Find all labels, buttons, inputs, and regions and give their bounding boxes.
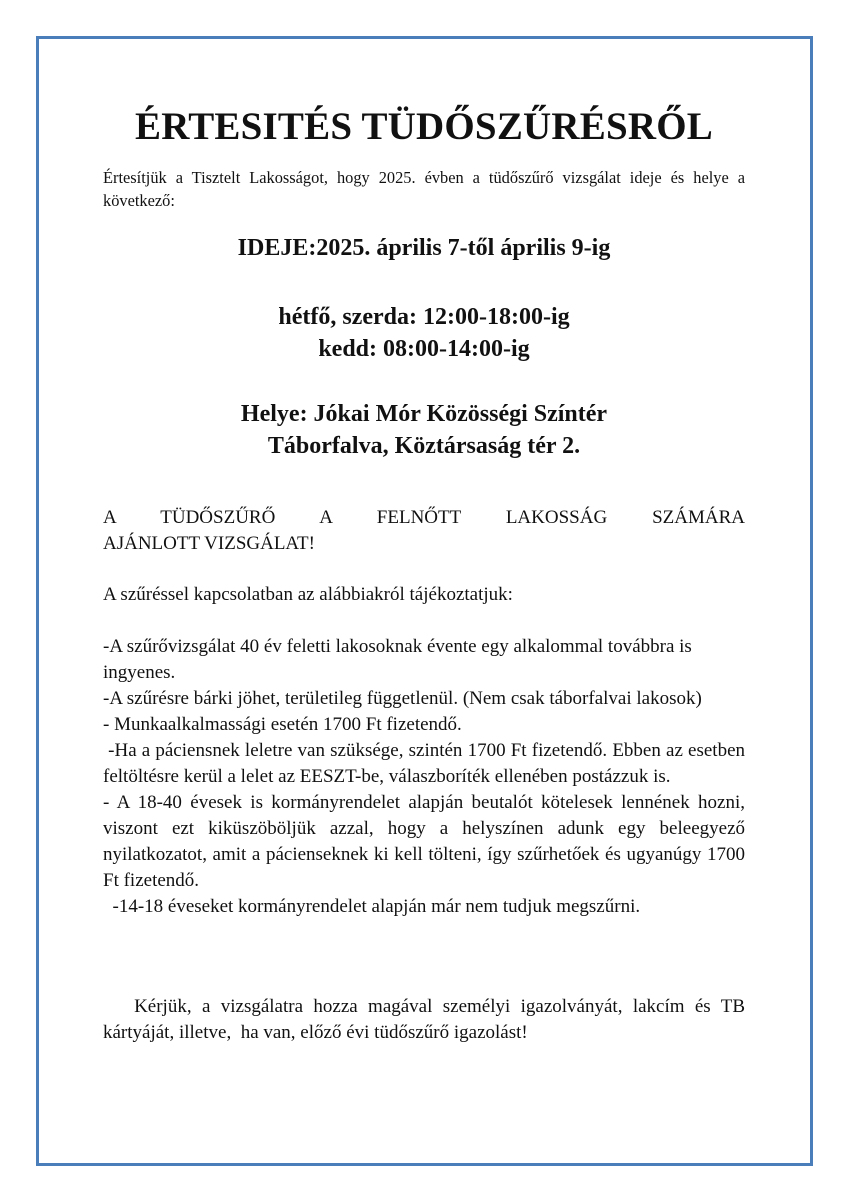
recommendation-line-1: A TÜDŐSZŰRŐ A FELNŐTT LAKOSSÁG SZÁMÁRA (103, 507, 745, 528)
list-item: -A szűrővizsgálat 40 év feletti lakosoknak évente egy alkalommal továbbra is ingyenes. (103, 636, 692, 683)
list-item: -14-18 éveseket kormányrendelet alapján már nem tudjuk megszűrni. (103, 896, 641, 917)
list-item: -A szűrésre bárki jöhet, területileg függetlenül. (Nem csak táborfalvai lakosok) (103, 688, 702, 709)
info-lead-in: A szűréssel kapcsolatban az alábbiakról tájékoztatjuk: (103, 584, 513, 605)
closing-paragraph: Kérjük, a vizsgálatra hozza magával személyi igazolványát, lakcím és TB kártyáját, illetve, ha van, előző évi tüdőszűrő igazolást! (103, 996, 750, 1043)
info-list (103, 634, 750, 920)
location-address: Táborfalva, Köztársaság tér 2. (267, 433, 581, 459)
recommendation-statement (103, 505, 745, 557)
location-block (103, 398, 745, 462)
recommendation-line-2: AJÁNLOTT VIZSGÁLAT! (103, 533, 315, 554)
date-line: IDEJE:2025. április 7-től április 9-ig (237, 235, 611, 261)
list-item: - A 18-40 évesek is kormányrendelet alapján beutalót kötelesek lennének hozni, viszont ezt kiküszöböljük azzal, hogy a helyszínen adunk egy beleegyező nyilatkozatot, amit a pácienseknek ki kell tölteni, így szűrhetőek és ugyanúgy 1700 Ft fizetendő. (103, 792, 745, 891)
page-title: ÉRTESITÉS TÜDŐSZŰRÉSRŐL (135, 105, 713, 148)
hours-monday-wednesday: hétfő, szerda: 12:00-18:00-ig (278, 304, 570, 330)
list-item: - Munkaalkalmassági esetén 1700 Ft fizetendő. (103, 714, 462, 735)
location-venue: Helye: Jókai Mór Közösségi Színtér (240, 401, 608, 427)
opening-hours (103, 301, 745, 365)
intro-paragraph: Értesítjük a Tisztelt Lakosságot, hogy 2025. évben a tüdőszűrő vizsgálat ideje és helye a következő: (103, 168, 745, 210)
list-item: -Ha a páciensnek leletre van szüksége, szintén 1700 Ft fizetendő. Ebben az esetben feltöltésre kerül a lelet az EESZT-be, válaszboríték ellenében postázzuk is. (103, 740, 750, 787)
hours-tuesday: kedd: 08:00-14:00-ig (318, 336, 530, 362)
